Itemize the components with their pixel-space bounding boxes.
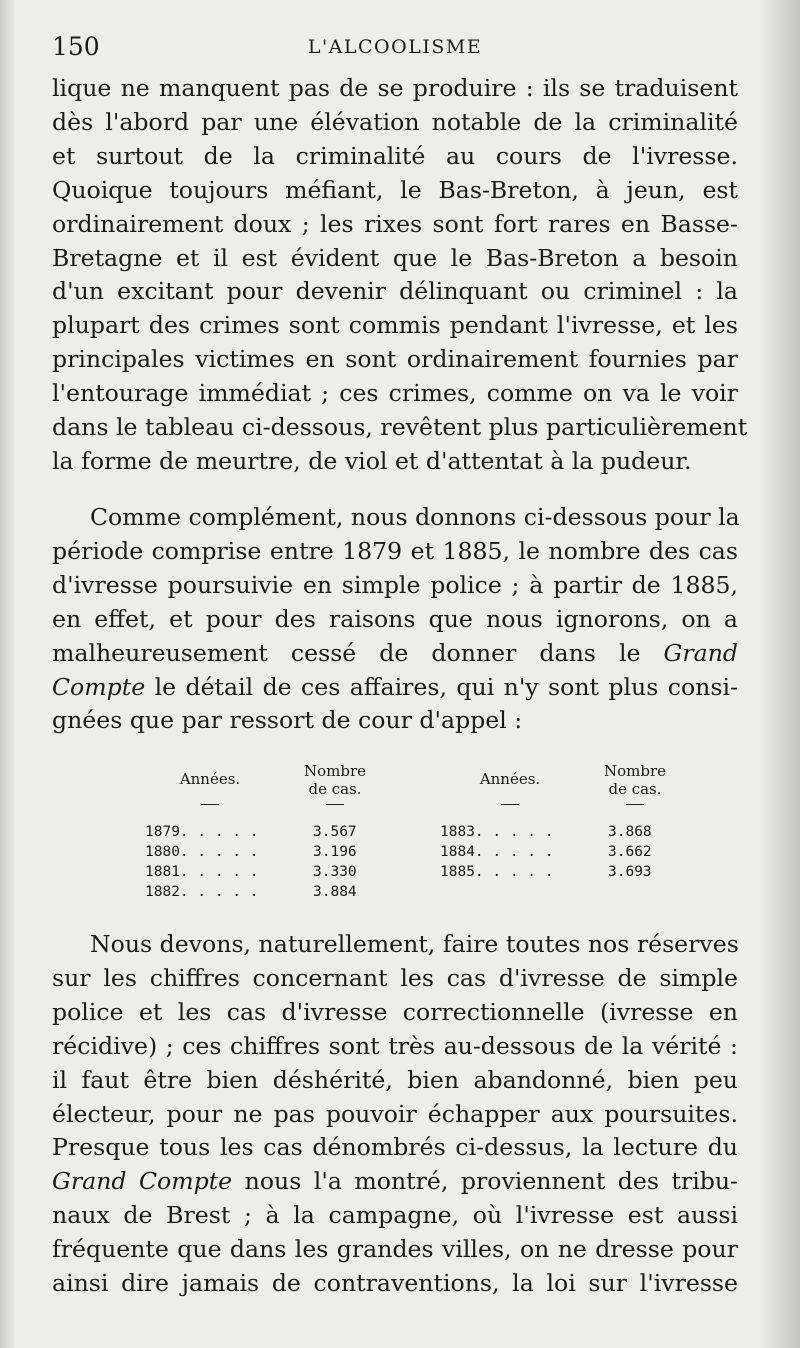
text-line: dans le tableau ci-dessous, revêtent plus particulièrement	[52, 413, 748, 442]
column-header-count	[295, 762, 375, 798]
italic-title: Compte	[52, 672, 146, 701]
header-rule	[501, 804, 519, 805]
page-number: 150	[52, 32, 100, 61]
table-cell-year: 1885. . . . .	[440, 864, 554, 880]
text-line: en effet, et pour des raisons que nous ignorons, on a	[52, 604, 738, 633]
text-line: sur les chiffres concernant les cas d'ivresse de simple	[52, 963, 738, 992]
column-header-count-line1: Nombre	[303, 762, 367, 780]
text-line: Quoique toujours méfiant, le Bas-Breton, à jeun, est	[52, 175, 738, 204]
text-line: électeur, pour ne pas pouvoir échapper aux poursuites.	[52, 1099, 738, 1128]
table-cell-year: 1884. . . . .	[440, 844, 554, 860]
text-line: la forme de meurtre, de viol et d'attentat à la pudeur.	[52, 446, 692, 475]
text-line	[52, 1165, 738, 1199]
table-cell-year: 1883. . . . .	[440, 824, 554, 840]
text-line	[52, 637, 738, 671]
text-line: Nous devons, naturellement, faire toutes nos réserves	[90, 930, 739, 958]
text-line: plupart des crimes sont commis pendant l'ivresse, et les	[52, 311, 738, 340]
table-cell-year: 1881. . . . .	[145, 864, 259, 880]
header-rule	[201, 804, 219, 805]
column-header-years: Années.	[179, 770, 241, 788]
text-line: ainsi dire jamais de contraventions, la loi sur l'ivresse	[52, 1269, 738, 1298]
paragraph-1	[52, 72, 748, 479]
text-line: naux de Brest ; à la campagne, où l'ivresse est aussi	[52, 1201, 738, 1230]
statistics-table	[130, 760, 690, 910]
text-line: et surtout de la criminalité au cours de l'ivresse.	[52, 141, 738, 170]
text-line: récidive) ; ces chiffres sont très au-dessous de la vérité :	[52, 1031, 738, 1060]
header-rule	[326, 804, 344, 805]
text-line: l'entourage immédiat ; ces crimes, comme on va le voir	[52, 379, 738, 408]
text-line: gnées que par ressort de cour d'appel :	[52, 706, 523, 735]
column-header-years: Années.	[479, 770, 541, 788]
italic-title: Grand Compte	[52, 1167, 233, 1196]
paragraph-3	[52, 928, 738, 1301]
text-line: dès l'abord par une élévation notable de la criminalité	[52, 107, 738, 136]
header-rule	[626, 804, 644, 805]
text-span: le détail de ces affaires, qui n'y sont plus consi-	[145, 672, 738, 701]
page-gutter	[0, 0, 14, 1348]
text-line: d'un excitant pour devenir délinquant ou criminel : la	[52, 277, 738, 306]
table-cell-year: 1882. . . . .	[145, 884, 259, 900]
running-title: L'ALCOOLISME	[307, 36, 483, 58]
table-cell-year: 1879. . . . .	[145, 824, 259, 840]
text-line: principales victimes en sont ordinairement fournies par	[52, 345, 738, 374]
page-edge-shadow	[760, 0, 800, 1348]
table-cell-count: 3.567	[313, 824, 357, 840]
table-cell-count: 3.884	[313, 884, 357, 900]
table-cell-count: 3.868	[608, 824, 652, 840]
column-header-count-line2: de cas.	[608, 780, 662, 798]
column-header-count-line2: de cas.	[308, 780, 362, 798]
paragraph-2	[52, 501, 738, 738]
text-line	[52, 671, 738, 705]
text-line: ordinairement doux ; les rixes sont fort rares en Basse-	[52, 209, 738, 238]
table-cell-count: 3.330	[313, 864, 357, 880]
text-line: période comprise entre 1879 et 1885, le nombre des cas	[52, 536, 738, 565]
text-line: police et les cas d'ivresse correctionnelle (ivresse en	[52, 997, 738, 1026]
text-line: d'ivresse poursuivie en simple police ; à partir de 1885,	[52, 570, 738, 599]
column-header-count	[595, 762, 675, 798]
page-header	[52, 30, 738, 64]
text-line: Comme complément, nous donnons ci-dessous pour la	[90, 503, 740, 531]
text-line: il faut être bien déshérité, bien abandonné, bien peu	[52, 1065, 738, 1094]
text-line: lique ne manquent pas de se produire : ils se traduisent	[52, 74, 738, 102]
table-cell-count: 3.693	[608, 864, 652, 880]
text-line: fréquente que dans les grandes villes, on ne dresse pour	[52, 1235, 738, 1264]
text-line: Bretagne et il est évident que le Bas-Breton a besoin	[52, 243, 738, 272]
table-cell-count: 3.662	[608, 844, 652, 860]
column-header-count-line1: Nombre	[603, 762, 667, 780]
italic-title: Grand	[663, 638, 738, 667]
table-cell-year: 1880. . . . .	[145, 844, 259, 860]
text-line: Presque tous les cas dénombrés ci-dessus, la lecture du	[52, 1133, 738, 1162]
text-span: malheureusement cessé de donner dans le	[52, 638, 664, 667]
table-cell-count: 3.196	[313, 844, 357, 860]
text-span: nous l'a montré, proviennent des tribu-	[232, 1167, 739, 1196]
